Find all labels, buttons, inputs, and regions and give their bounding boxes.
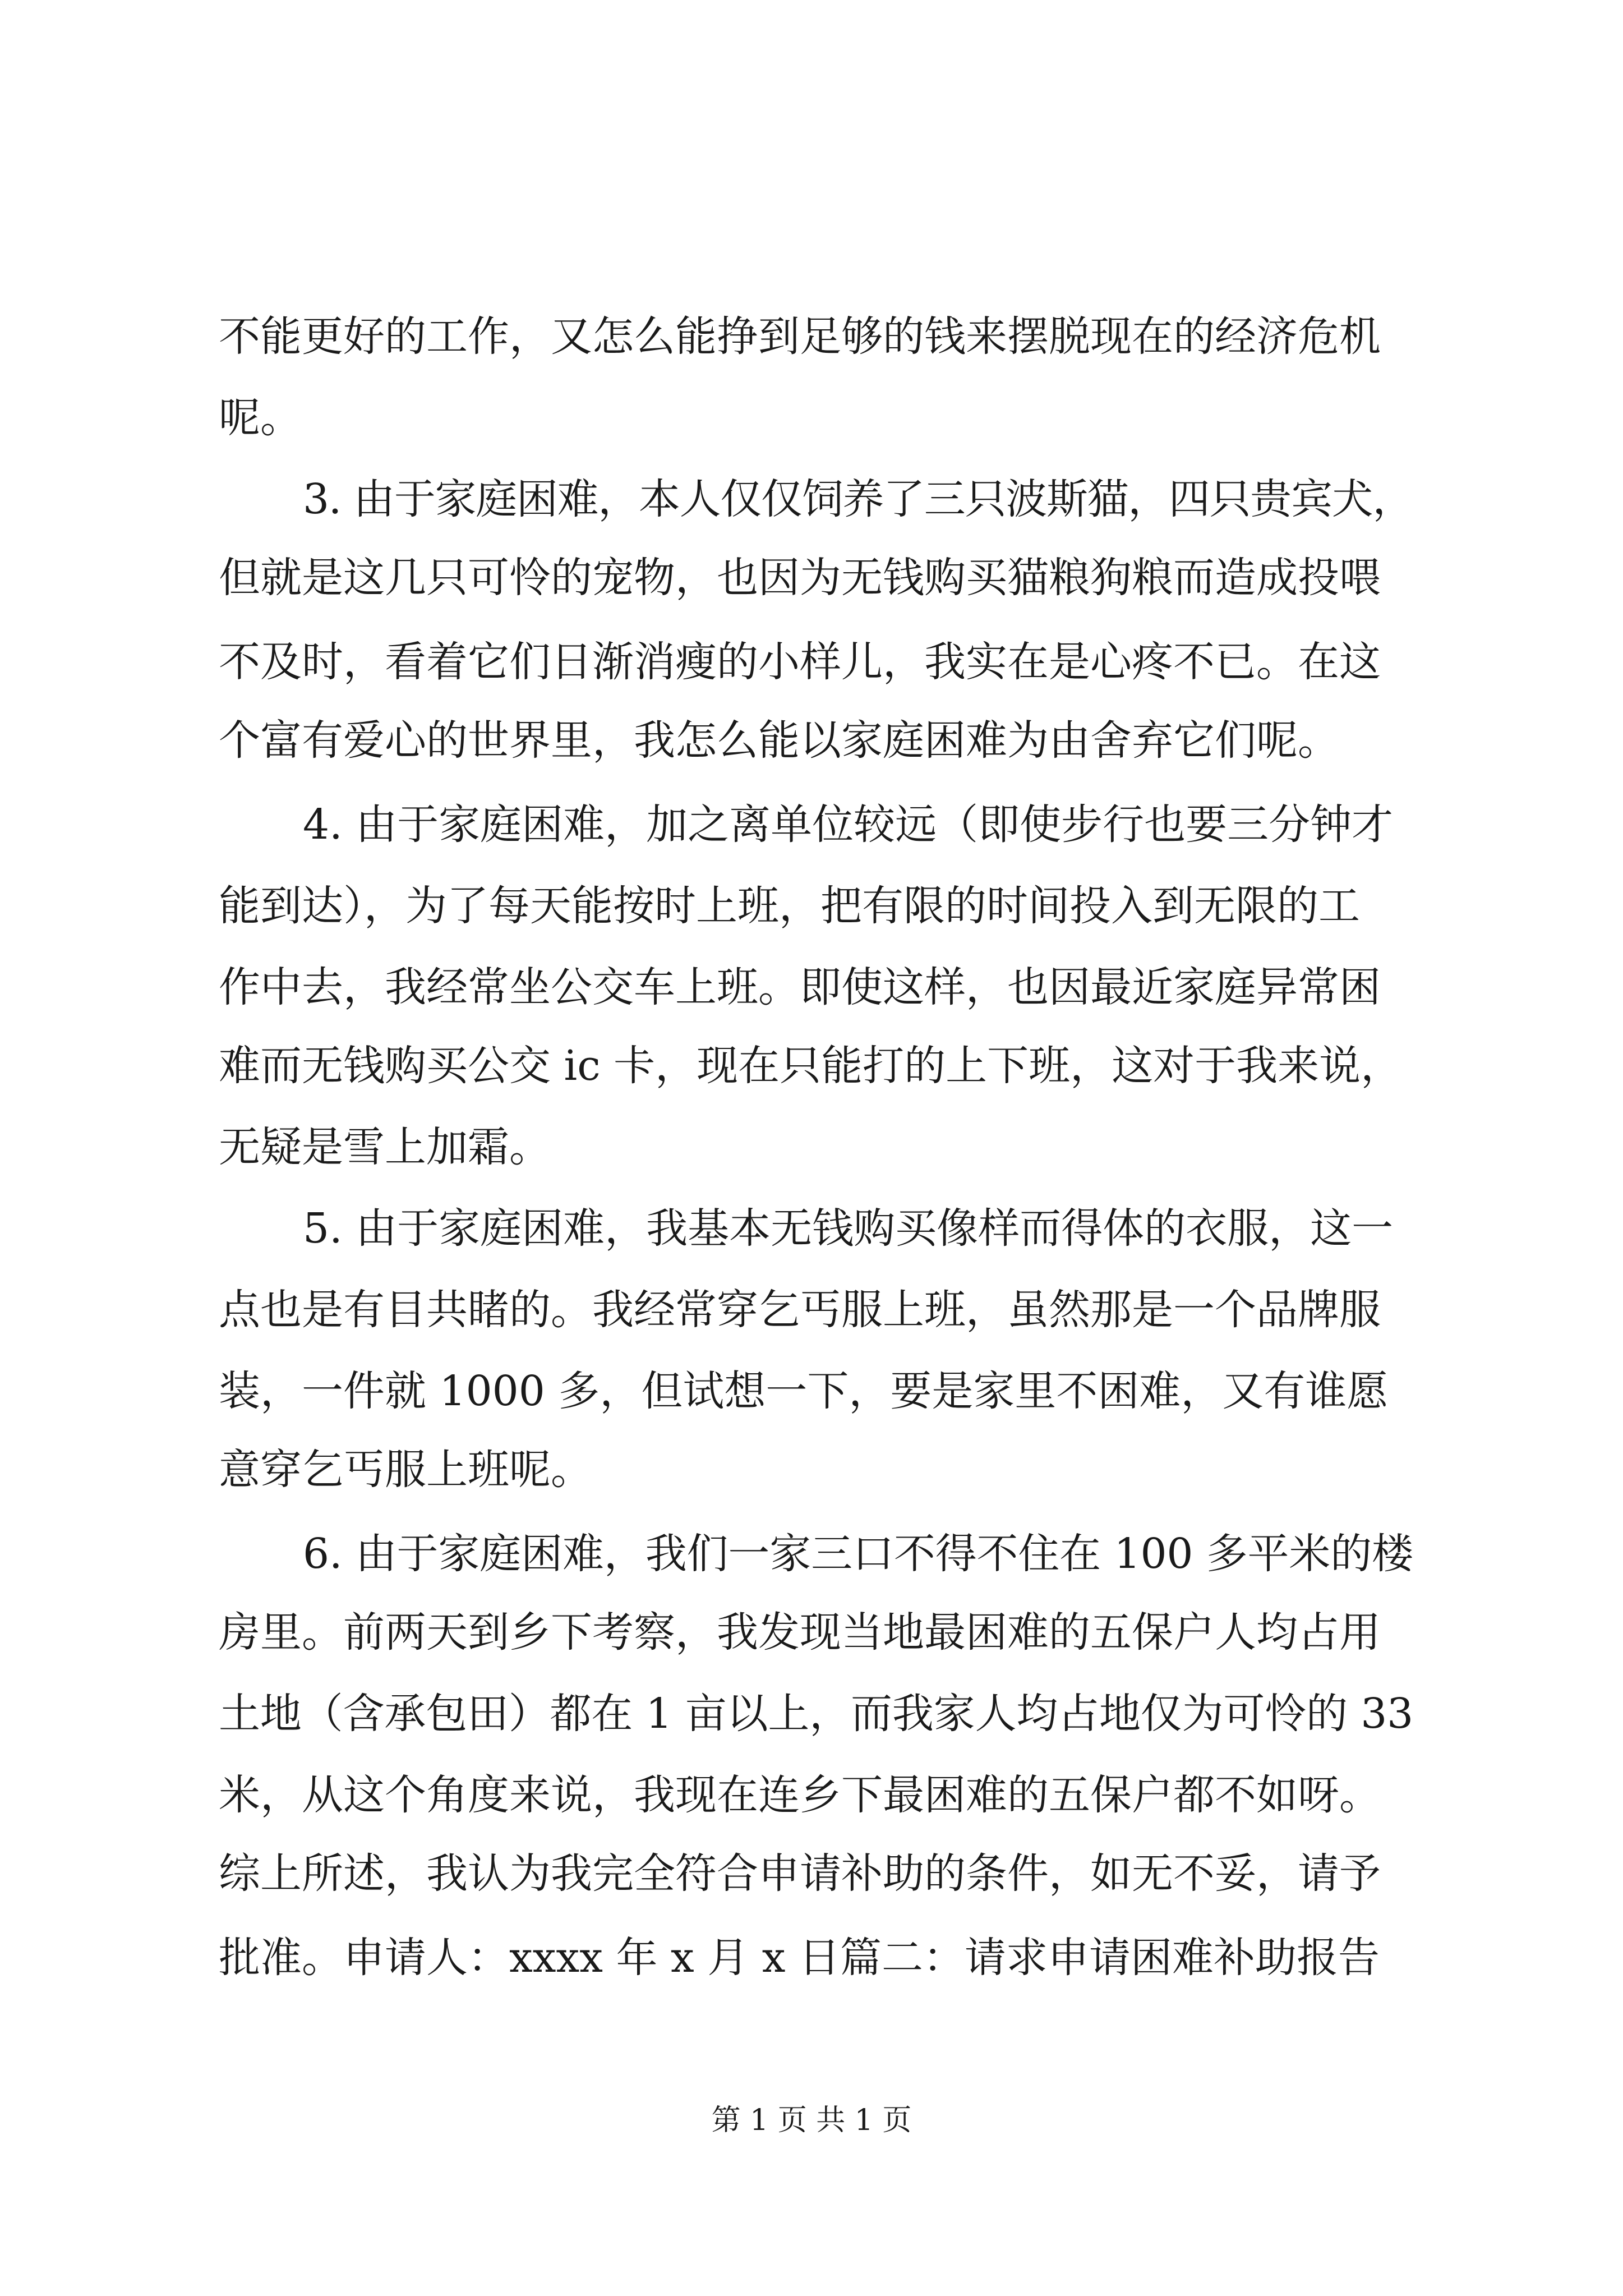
line-text: 房里。前两天到乡下考察，我发现当地最困难的五保户人均占用 — [219, 1608, 1381, 1657]
line-text: 米，从这个角度来说，我现在连乡下最困难的五保户都不如呀。 — [219, 1771, 1381, 1819]
line-text: 4. 由于家庭困难，加之离单位较远（即使步行也要三分钟才 — [303, 800, 1394, 849]
text-line — [0, 1918, 1623, 1997]
text-line — [0, 379, 1623, 457]
line-text: 不能更好的工作，又怎么能挣到足够的钱来摆脱现在的经济危机 — [219, 312, 1381, 361]
text-line — [0, 623, 1623, 701]
text-line — [0, 867, 1623, 945]
text-line — [0, 701, 1623, 780]
line-text: 个富有爱心的世界里，我怎么能以家庭困难为由舍弃它们呢。 — [219, 716, 1339, 765]
text-line — [0, 1352, 1623, 1430]
line-text: 能到达），为了每天能按时上班，把有限的时间投入到无限的工 — [219, 882, 1360, 930]
line-text: 但就是这几只可怜的宠物，也因为无钱购买猫粮狗粮而造成投喂 — [219, 554, 1381, 602]
line-text: 土地（含承包田）都在 1 亩以上，而我家人均占地仅为可怜的 33 — [219, 1690, 1413, 1738]
line-text: 意穿乞丐服上班呢。 — [219, 1446, 592, 1494]
line-text: 装，一件就 1000 多，但试想一下，要是家里不困难，又有谁愿 — [219, 1367, 1389, 1415]
text-line — [0, 1834, 1623, 1913]
line-text: 6. 由于家庭困难，我们一家三口不得不住在 100 多平米的楼 — [303, 1530, 1413, 1578]
text-line — [0, 1430, 1623, 1509]
line-text: 5. 由于家庭困难，我基本无钱购买像样而得体的衣服，这一 — [303, 1204, 1394, 1253]
line-text: 批准。申请人：xxxx 年 x 月 x 日篇二：请求申请困难补助报告 — [219, 1934, 1380, 1982]
text-line — [0, 1515, 1623, 1593]
text-line — [0, 1108, 1623, 1186]
text-line — [0, 460, 1623, 539]
text-line — [0, 1027, 1623, 1105]
text-line — [0, 948, 1623, 1027]
text-line — [0, 1189, 1623, 1268]
line-text: 无疑是雪上加霜。 — [219, 1123, 551, 1171]
line-text: 作中去，我经常坐公交车上班。即使这样，也因最近家庭异常困 — [219, 963, 1381, 1011]
line-text: 不及时，看着它们日渐消瘦的小样儿，我实在是心疼不已。在这 — [219, 638, 1381, 686]
text-line — [0, 785, 1623, 864]
text-line — [0, 297, 1623, 376]
line-text: 难而无钱购买公交 ic 卡，现在只能打的上下班，这对于我来说， — [219, 1042, 1403, 1090]
text-line — [0, 539, 1623, 617]
text-line — [0, 1756, 1623, 1834]
line-text: 呢。 — [219, 394, 302, 442]
text-line — [0, 1674, 1623, 1753]
text-line — [0, 1271, 1623, 1349]
line-text: 综上所述，我认为我完全符合申请补助的条件，如无不妥，请予 — [219, 1849, 1381, 1898]
line-text: 点也是有目共睹的。我经常穿乞丐服上班，虽然那是一个品牌服 — [219, 1286, 1381, 1334]
line-text: 3. 由于家庭困难，本人仅仅饲养了三只波斯猫，四只贵宾犬， — [303, 475, 1413, 523]
text-line — [0, 1593, 1623, 1672]
page-footer: 第 1 页 共 1 页 — [711, 2104, 912, 2137]
